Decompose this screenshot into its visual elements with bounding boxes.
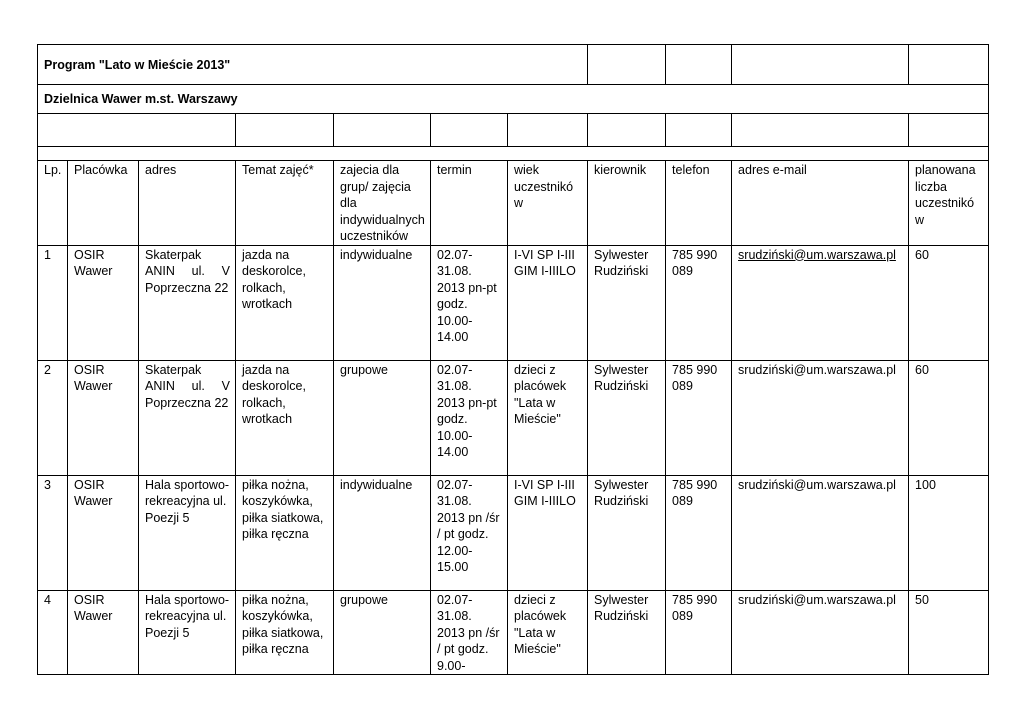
empty-cell [588, 45, 666, 85]
cell-telefon: 785 990 089 [666, 245, 732, 360]
empty-cell [732, 45, 909, 85]
header-placowka: Placówka [68, 161, 139, 246]
cell-placowka: OSIR Wawer [68, 590, 139, 675]
cell-zajecia: indywidualne [334, 245, 431, 360]
cell-wiek: I-VI SP I-III GIM I-IIILO [508, 475, 588, 590]
document-title: Program "Lato w Mieście 2013" [38, 45, 588, 85]
empty-cell [666, 114, 732, 147]
header-liczba: planowana liczba uczestników [909, 161, 989, 246]
cell-kierownik: Sylwester Rudziński [588, 590, 666, 675]
title-row [38, 45, 989, 85]
header-adres: adres [139, 161, 236, 246]
header-lp: Lp. [38, 161, 68, 246]
empty-cell [236, 114, 334, 147]
cell-email: srudziński@um.warszawa.pl [732, 360, 909, 475]
header-email: adres e-mail [732, 161, 909, 246]
cell-kierownik: Sylwester Rudziński [588, 475, 666, 590]
empty-cell [732, 114, 909, 147]
cell-zajecia: grupowe [334, 360, 431, 475]
cell-email: srudziński@um.warszawa.pl [732, 590, 909, 675]
empty-row [38, 114, 989, 147]
cell-lp: 2 [38, 360, 68, 475]
header-temat: Temat zajęć* [236, 161, 334, 246]
empty-cell [38, 114, 236, 147]
cell-termin: 02.07-31.08. 2013 pn-pt godz. 10.00-14.00 [431, 360, 508, 475]
cell-wiek: dzieci z placówek "Lata w Mieście" [508, 590, 588, 675]
cell-wiek: dzieci z placówek "Lata w Mieście" [508, 360, 588, 475]
cell-placowka: OSIR Wawer [68, 475, 139, 590]
cell-adres: Skaterpak ANIN ul. V Poprzeczna 22 [139, 245, 236, 360]
cell-adres: Skaterpak ANIN ul. V Poprzeczna 22 [139, 360, 236, 475]
subtitle-row [38, 85, 989, 114]
cell-temat: piłka nożna, koszykówka, piłka siatkowa, piłka ręczna [236, 475, 334, 590]
cell-email-link[interactable]: srudziński@um.warszawa.pl [732, 245, 909, 360]
header-wiek: wiek uczestników [508, 161, 588, 246]
cell-kierownik: Sylwester Rudziński [588, 360, 666, 475]
cell-lp: 3 [38, 475, 68, 590]
empty-cell [909, 114, 989, 147]
cell-liczba: 100 [909, 475, 989, 590]
document-subtitle: Dzielnica Wawer m.st. Warszawy [38, 85, 989, 114]
cell-adres: Hala sportowo-rekreacyjna ul. Poezji 5 [139, 475, 236, 590]
cell-telefon: 785 990 089 [666, 590, 732, 675]
header-zajecia: zajecia dla grup/ zajęcia dla indywidualnych uczestników [334, 161, 431, 246]
cell-telefon: 785 990 089 [666, 360, 732, 475]
cell-temat: jazda na deskorolce, rolkach, wrotkach [236, 360, 334, 475]
table-row [38, 360, 989, 475]
empty-cell [334, 114, 431, 147]
cell-zajecia: indywidualne [334, 475, 431, 590]
cell-placowka: OSIR Wawer [68, 245, 139, 360]
cell-wiek: I-VI SP I-III GIM I-IIILO [508, 245, 588, 360]
cell-telefon: 785 990 089 [666, 475, 732, 590]
cell-kierownik: Sylwester Rudziński [588, 245, 666, 360]
header-kierownik: kierownik [588, 161, 666, 246]
table-row [38, 590, 989, 675]
cell-liczba: 60 [909, 360, 989, 475]
cell-termin: 02.07-31.08. 2013 pn-pt godz. 10.00-14.00 [431, 245, 508, 360]
cell-lp: 4 [38, 590, 68, 675]
gap-row [38, 147, 989, 161]
cell-adres: Hala sportowo-rekreacyjna ul. Poezji 5 [139, 590, 236, 675]
cell-liczba: 60 [909, 245, 989, 360]
empty-cell [38, 147, 989, 161]
empty-cell [666, 45, 732, 85]
header-row [38, 161, 989, 246]
program-table [37, 44, 989, 675]
cell-lp: 1 [38, 245, 68, 360]
cell-temat: piłka nożna, koszykówka, piłka siatkowa, piłka ręczna [236, 590, 334, 675]
header-termin: termin [431, 161, 508, 246]
empty-cell [909, 45, 989, 85]
empty-cell [431, 114, 508, 147]
cell-temat: jazda na deskorolce, rolkach, wrotkach [236, 245, 334, 360]
table-row [38, 475, 989, 590]
cell-termin: 02.07-31.08. 2013 pn /śr / pt godz. 12.00-15.00 [431, 475, 508, 590]
cell-placowka: OSIR Wawer [68, 360, 139, 475]
empty-cell [508, 114, 588, 147]
cell-email: srudziński@um.warszawa.pl [732, 475, 909, 590]
table-row [38, 245, 989, 360]
header-telefon: telefon [666, 161, 732, 246]
cell-termin: 02.07-31.08. 2013 pn /śr / pt godz. 9.00- [431, 590, 508, 675]
cell-zajecia: grupowe [334, 590, 431, 675]
cell-liczba: 50 [909, 590, 989, 675]
empty-cell [588, 114, 666, 147]
